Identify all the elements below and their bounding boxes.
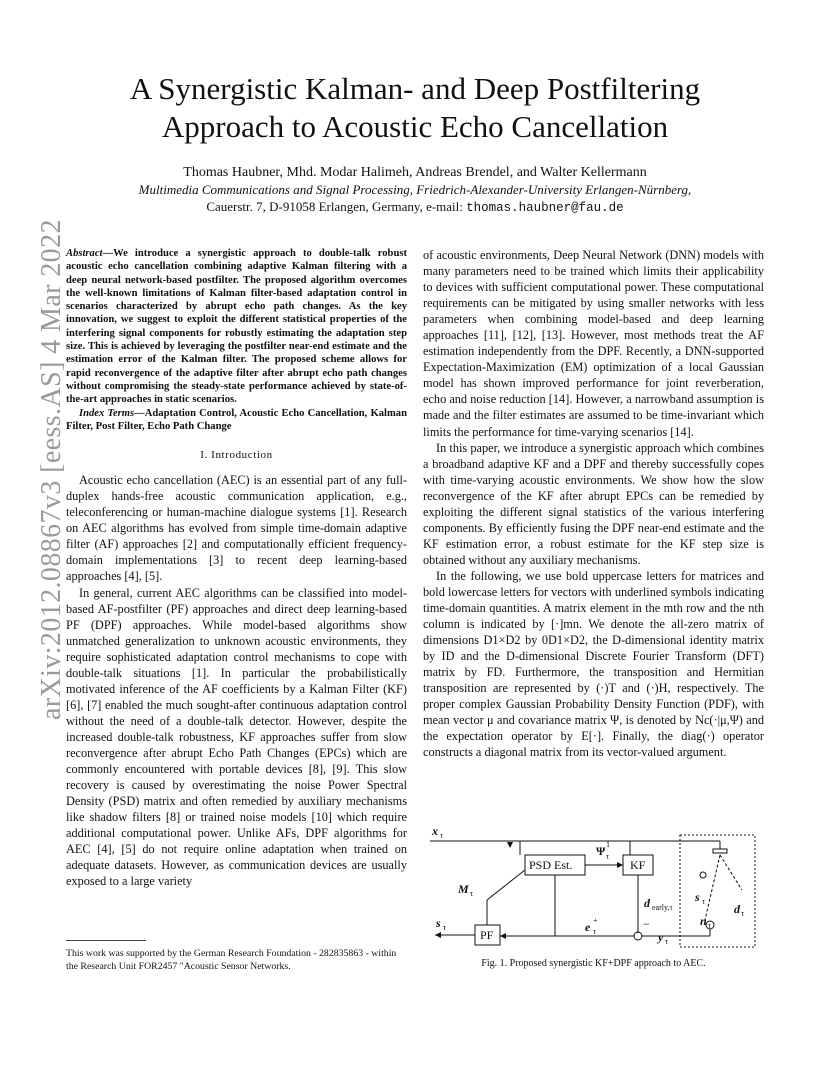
right-column: [423, 247, 764, 761]
label-d-tau: d: [734, 902, 740, 916]
affiliation: Multimedia Communications and Signal Processing, Friedrich-Alexander-University Erlangen-Nürnberg,: [138, 182, 692, 197]
label-n-tau: n: [700, 914, 707, 928]
arxiv-stamp-text: arXiv:2012.08867v3 [eess.AS] 4 Mar 2022: [36, 219, 67, 720]
figure-caption: Fig. 1. Proposed synergistic KF+DPF approach to AEC.: [481, 958, 706, 969]
label-e-plus: e: [585, 920, 591, 934]
talker-head: [700, 872, 706, 878]
intro-paragraph-4: In this paper, we introduce a synergistic approach which combines a broadband adaptive KF and a DPF and thereby successfully copes with time-varying acoustic environments. We show how the slow reconvergence of the KF after abrupt EPCs can be remedied by exploiting the different signal statistics of the various interfering components. By efficiently fusing the DPF near-end estimate and the KF estimation error, a robust estimate for the KF step size is obtained without any auxiliary mechanisms.: [423, 440, 764, 567]
label-psi-sub: τ: [606, 852, 610, 861]
index-terms: [66, 407, 407, 434]
label-kf: KF: [630, 858, 646, 872]
title-line-1: A Synergistic Kalman- and Deep Postfiltering: [129, 71, 701, 106]
email-link[interactable]: thomas.haubner@fau.de: [466, 201, 624, 215]
intro-paragraph-3: of acoustic environments, Deep Neural Network (DNN) models with many parameters need to be trained which limits their applicability to devices with sufficient computational power. These computational requirements can be mitigated by using smaller networks with less parameters when combining model-based and deep learning approaches [11], [12], [13]. However, most methods treat the AF estimation independently from the DPF. Recently, a DNN-supported Expectation-Maximization (EM) optimization of a local Gaussian model has shown improved performance for joint reverberation, echo and noise reduction [14]. However, a narrowband assumption is made and the filter estimates are assumed to be time-invariant which limits the performance for time-varying scenarios [14].: [423, 248, 764, 439]
label-s-hat: s: [436, 916, 441, 930]
label-psd-est: PSD Est.: [529, 858, 573, 872]
abstract-text: —We introduce a synergistic approach to double-talk robust acoustic echo cancellation combining adaptive Kalman filtering with a deep neural network-based postfilter. The proposed algorithm overcomes the well-known limitations of Kalman filter-based adaptation control in scenarios characterized by abrupt echo path changes. As the key innovation, we suggest to exploit the different statistical properties of the interfering signal components for robustly estimating the adaptation step size. This is achieved by leveraging the postfilter near-end estimate and the estimation error of the Kalman filter. The proposed scheme allows for rapid reconvergence of the adaptive filter after abrupt echo path changes without compromising the steady-state performance achieved by state-of-the-art approaches in static scenarios.: [66, 248, 407, 406]
label-psi-sup: 1: [606, 840, 610, 849]
paper-title: [80, 70, 750, 146]
index-terms-lead: Index Terms: [79, 407, 135, 419]
arxiv-stamp: [16, 219, 67, 720]
label-m-sub: τ: [470, 889, 474, 898]
label-d-early-sub: early,τ: [652, 903, 673, 912]
label-e-plus-sub: τ: [593, 927, 597, 936]
abstract: [66, 247, 407, 407]
address: Cauerstr. 7, D-91058 Erlangen, Germany, e-mail:: [206, 199, 467, 214]
intro-paragraph-5: In the following, we use bold uppercase letters for matrices and bold lowercase letters for vectors with underlined symbols indicating time-domain quantities. A matrix element in the mth row and the nth column is indicated by [·]mn. We denote the all-zero matrix of dimensions D1×D2 by 0D1×D2, the D-dimensional identity matrix by ID and the D-dimensional Discrete Fourier Transform (DFT) matrix by FD. Furthermore, the transposition and Hermitian transposition are represented by (·)T and (·)H, respectively. The proper complex Gaussian Probability Density Function (PDF), with mean vector μ and covariance matrix Ψ, is denoted by Nc(·|μ,Ψ) and the expectation operator by E[·]. Finally, the diag(·) operator constructs a diagonal matrix from its vector-valued argument.: [423, 568, 764, 760]
label-e-plus-sup: +: [593, 916, 598, 925]
label-m: M: [458, 882, 469, 896]
label-x: x: [432, 824, 438, 838]
label-s-hat-sub: τ: [443, 923, 447, 932]
title-line-2: Approach to Acoustic Echo Cancellation: [161, 109, 669, 144]
room-box: [680, 835, 755, 947]
figure-block-diagram: [430, 815, 760, 950]
label-d-early: d: [644, 896, 650, 910]
label-n-tau-sub: τ: [708, 921, 712, 930]
label-s-tau: s: [695, 890, 700, 904]
label-y-sub: τ: [665, 937, 669, 946]
authors: Thomas Haubner, Mhd. Modar Halimeh, Andreas Brendel, and Walter Kellermann: [183, 165, 647, 180]
label-s-tau-sub: τ: [702, 897, 706, 906]
subtractor: [634, 932, 642, 940]
label-pf: PF: [480, 928, 494, 942]
label-y: y: [658, 930, 664, 944]
footnote-rule: [66, 940, 146, 941]
label-minus: −: [643, 917, 650, 931]
intro-paragraph-2: In general, current AEC algorithms can be classified into model-based AF-postfilter (PF) approaches and direct deep learning-based PF (DPF) approaches. While model-based algorithms show unmatched generalization to unknown acoustic environments, they require sophisticated adaptation control mechanisms to cope with double-talk situations [1]. In particular the probabilistically motivated inference of the AF coefficients by a Kalman Filter (KF) [6], [7] enabled the much sought-after continuous adaptation control without the need of a double-talk detector. However, despite the increased double-talk robustness, KF approaches suffer from slow reconvergence after abrupt Echo Path Changes (EPCs) which are commonly encountered with portable devices [8], [9]. This slow recovery is caused by overestimating the noise Power Spectral Density (PSD) matrix and often remedied by auxiliary mechanisms like shadow filters [8] or trained noise models [10] which require additional computational power. Unlike AFs, DPF algorithms for AEC [4], [5] do not require online adaptation when trained on adequate datasets. However, as communication devices are usually exposed to a large variety: [66, 585, 407, 889]
footnote: This work was supported by the German Research Foundation - 282835863 - within the Research Unit FOR2457 "Acoustic Sensor Networks.: [66, 948, 397, 972]
block-diagram-svg: [430, 815, 760, 950]
label-psi: Ψ: [596, 844, 606, 858]
abstract-lead: Abstract: [66, 248, 103, 259]
label-d-tau-sub: τ: [741, 909, 745, 918]
left-column: [66, 247, 407, 889]
section-heading: I. Introduction: [200, 449, 273, 462]
label-x-sub: τ: [440, 831, 444, 840]
loudspeaker: [713, 849, 727, 853]
intro-paragraph-1: Acoustic echo cancellation (AEC) is an essential part of any full-duplex hands-free acoustic communication application, e.g., teleconferencing or human-machine dialogue systems [1]. Research on AEC algorithms has evolved from simple time-domain adaptive filter (AF) approaches [2] and computationally efficient frequency-domain implementations [3] to recent deep learning-based approaches [4], [5].: [66, 473, 407, 584]
index-terms-text: —Adaptation Control, Acoustic Echo Cancellation, Kalman Filter, Post Filter, Echo Path Change: [66, 407, 407, 432]
address-line: [80, 198, 750, 217]
